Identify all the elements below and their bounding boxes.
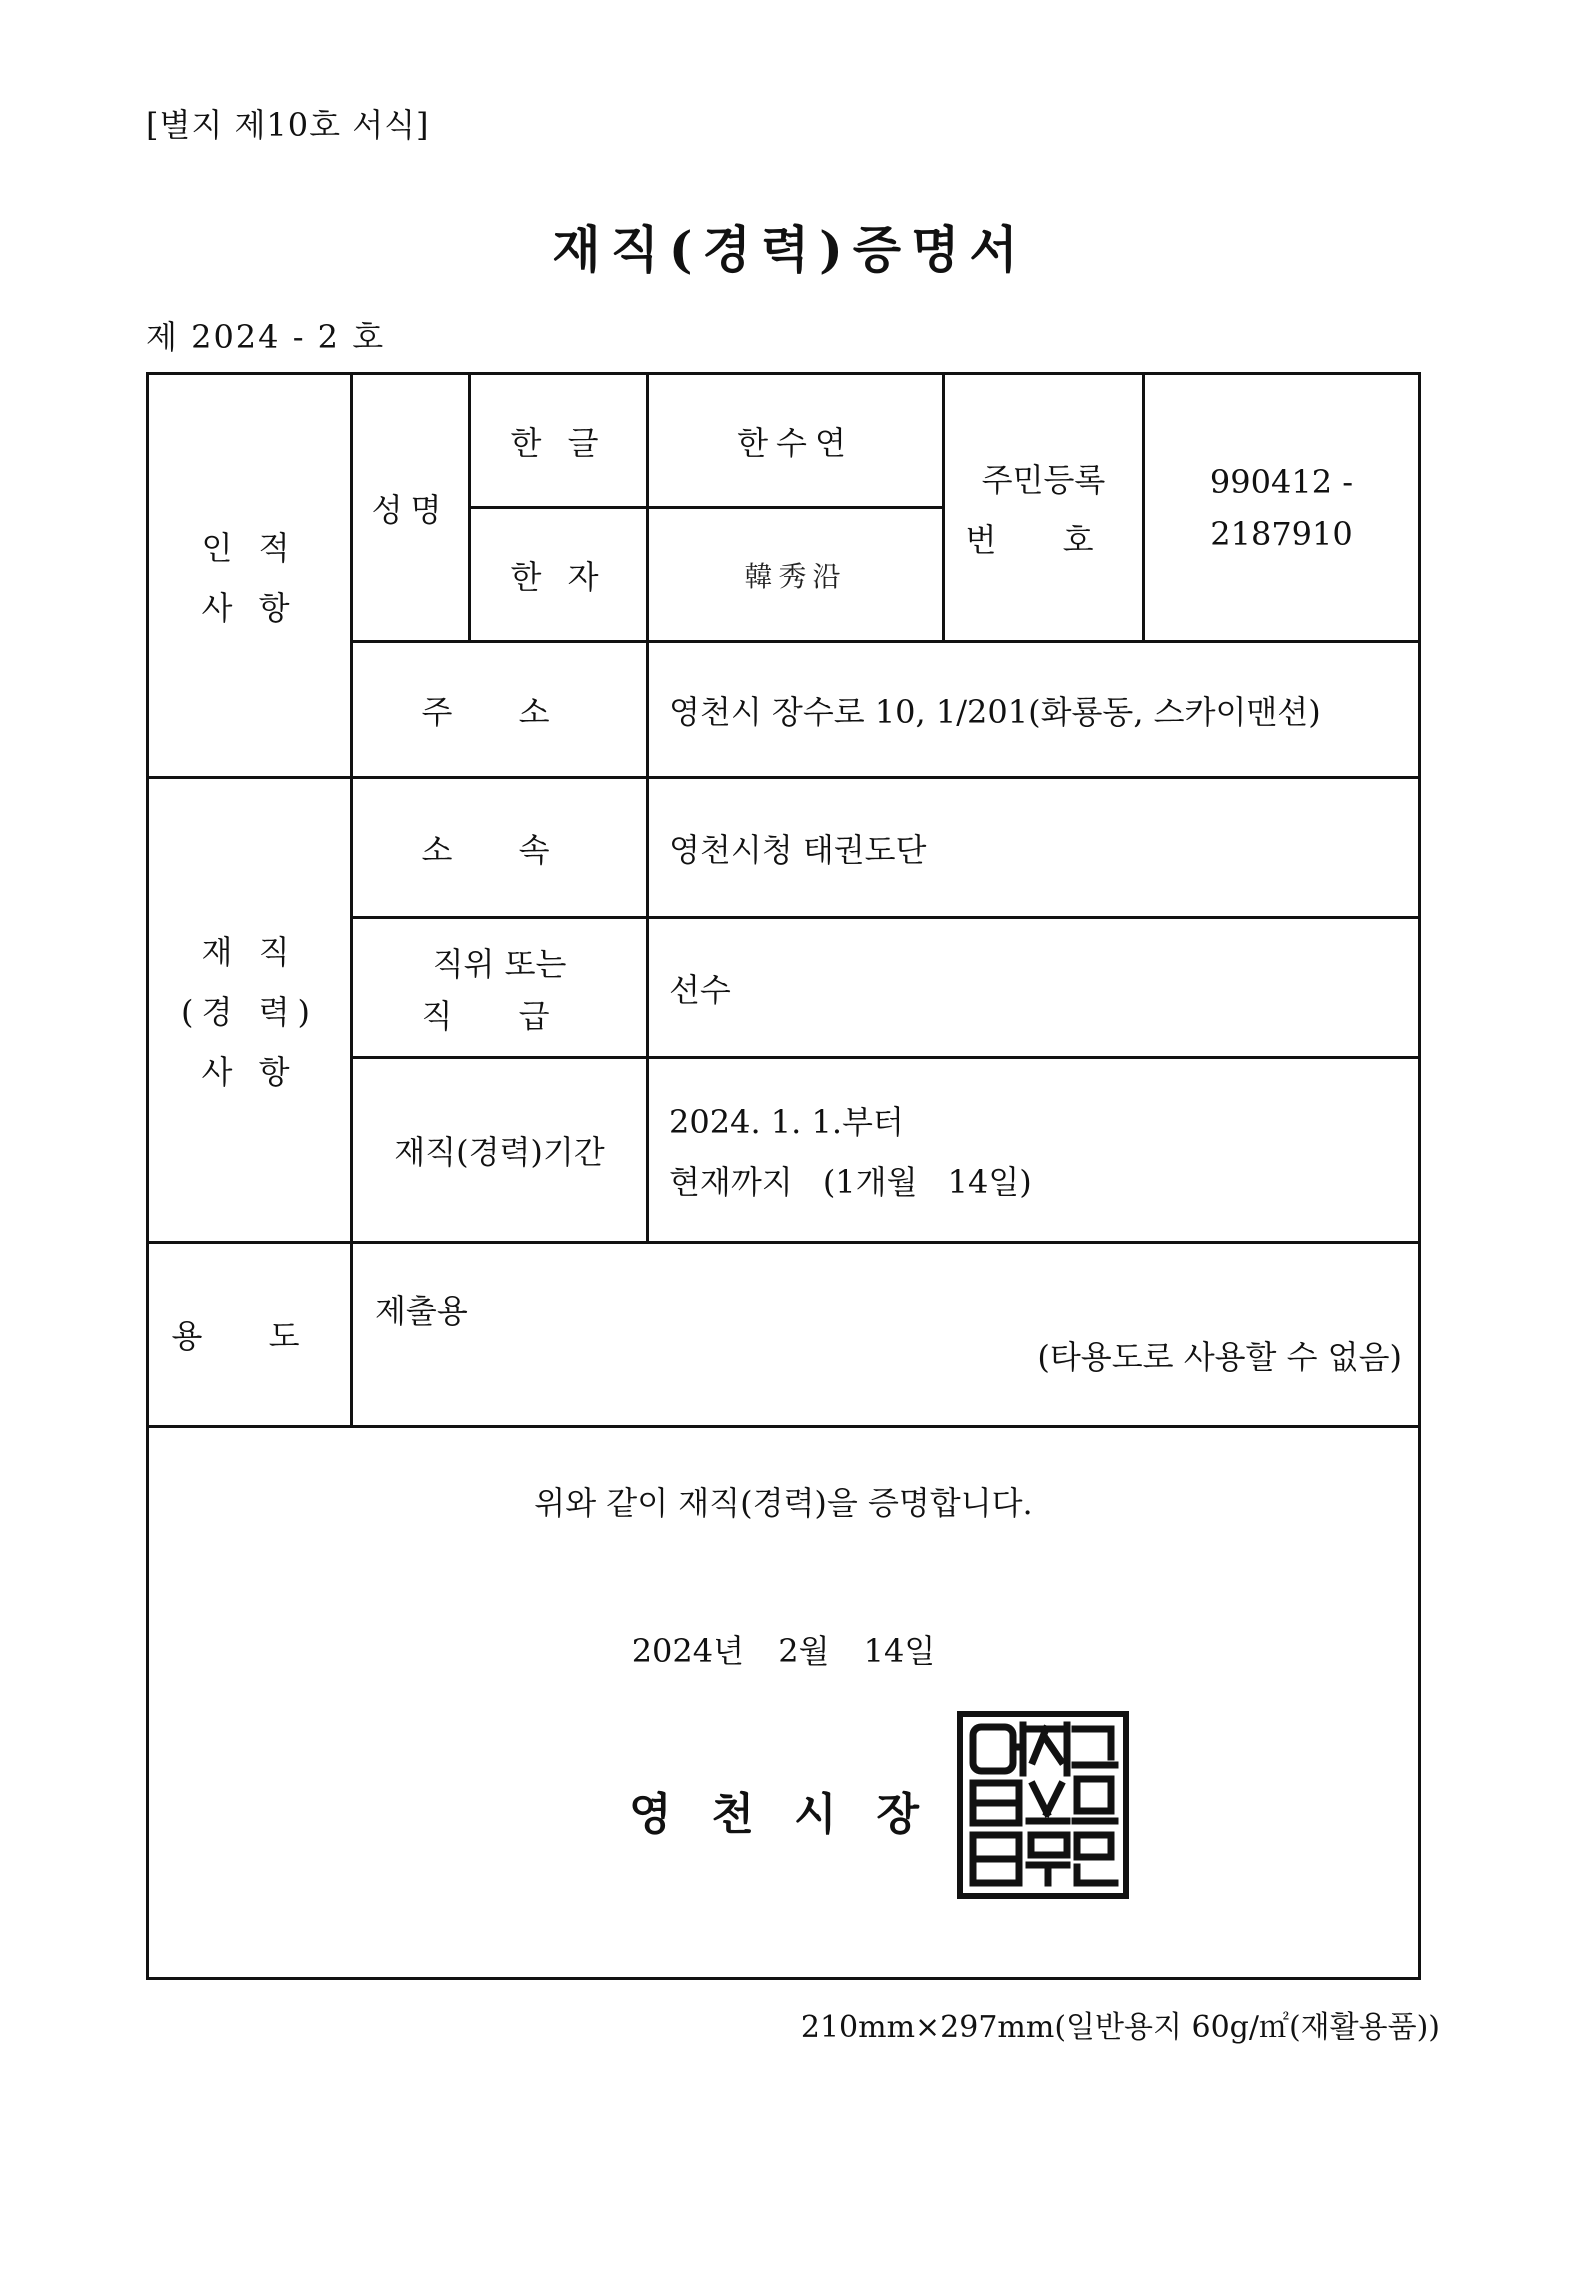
- employment-section-label-line1: 재 직: [201, 932, 298, 971]
- resident-number-line2: 2187910: [1210, 514, 1353, 553]
- usage-value: 제출용: [375, 1291, 468, 1330]
- resident-number-label: [944, 374, 1144, 642]
- closing-section: [148, 1426, 1420, 1978]
- hanja-label: 한 자: [470, 508, 648, 642]
- certification-statement: 위와 같이 재직(경력)을 증명합니다.: [534, 1483, 1033, 1522]
- resident-number-line1: 990412 -: [1209, 462, 1354, 501]
- affiliation-label: 소 속: [352, 778, 648, 918]
- employment-section-label-line2: (경 력): [181, 992, 318, 1031]
- personal-section-label: [148, 374, 352, 778]
- position-label-line1: 직위 또는: [432, 944, 567, 983]
- form-label: [별지 제10호 서식]: [146, 106, 430, 144]
- resident-number-label-line1: 주민등록: [981, 460, 1106, 499]
- seal-glyphs-icon: [963, 1717, 1123, 1893]
- issue-date: 2024년 2월 14일: [631, 1631, 936, 1670]
- certificate-table: [146, 372, 1421, 1980]
- issuer-name: 영천시장: [629, 1788, 960, 1840]
- personal-section-label-line2: 사 항: [201, 588, 298, 627]
- personal-section-label-line1: 인 적: [201, 528, 298, 567]
- position-label-line2: 직 급: [421, 996, 578, 1035]
- hangul-name: 한수연: [648, 374, 944, 508]
- usage-value-cell: [352, 1242, 1420, 1426]
- period-label: 재직(경력)기간: [352, 1058, 648, 1242]
- official-seal: [957, 1711, 1129, 1899]
- hangul-label: 한 글: [470, 374, 648, 508]
- employment-section-label-line3: 사 항: [201, 1052, 298, 1091]
- resident-number-label-line2: 번 호: [965, 520, 1122, 559]
- period-value: [648, 1058, 1420, 1242]
- position-label: [352, 918, 648, 1058]
- resident-number: [1144, 374, 1420, 642]
- document-number: 제 2024 - 2 호: [146, 318, 386, 356]
- affiliation-value: 영천시청 태권도단: [648, 778, 1420, 918]
- usage-note: (타용도로 사용할 수 없음): [1037, 1337, 1402, 1376]
- period-line1: 2024. 1. 1.부터: [669, 1102, 904, 1141]
- name-label: 성명: [352, 374, 470, 642]
- period-line2: 현재까지 (1개월 14일): [669, 1162, 1032, 1201]
- position-value: 선수: [648, 918, 1420, 1058]
- paper-specification: 210mm×297mm(일반용지 60g/㎡(재활용품)): [800, 2010, 1440, 2045]
- address-value: 영천시 장수로 10, 1/201(화룡동, 스카이맨션): [648, 642, 1420, 778]
- document-title: 재직(경력)증명서: [552, 220, 1028, 279]
- employment-section-label: [148, 778, 352, 1242]
- usage-label: 용 도: [148, 1242, 352, 1426]
- address-label: 주 소: [352, 642, 648, 778]
- hanja-name: 韓秀沿: [648, 508, 944, 642]
